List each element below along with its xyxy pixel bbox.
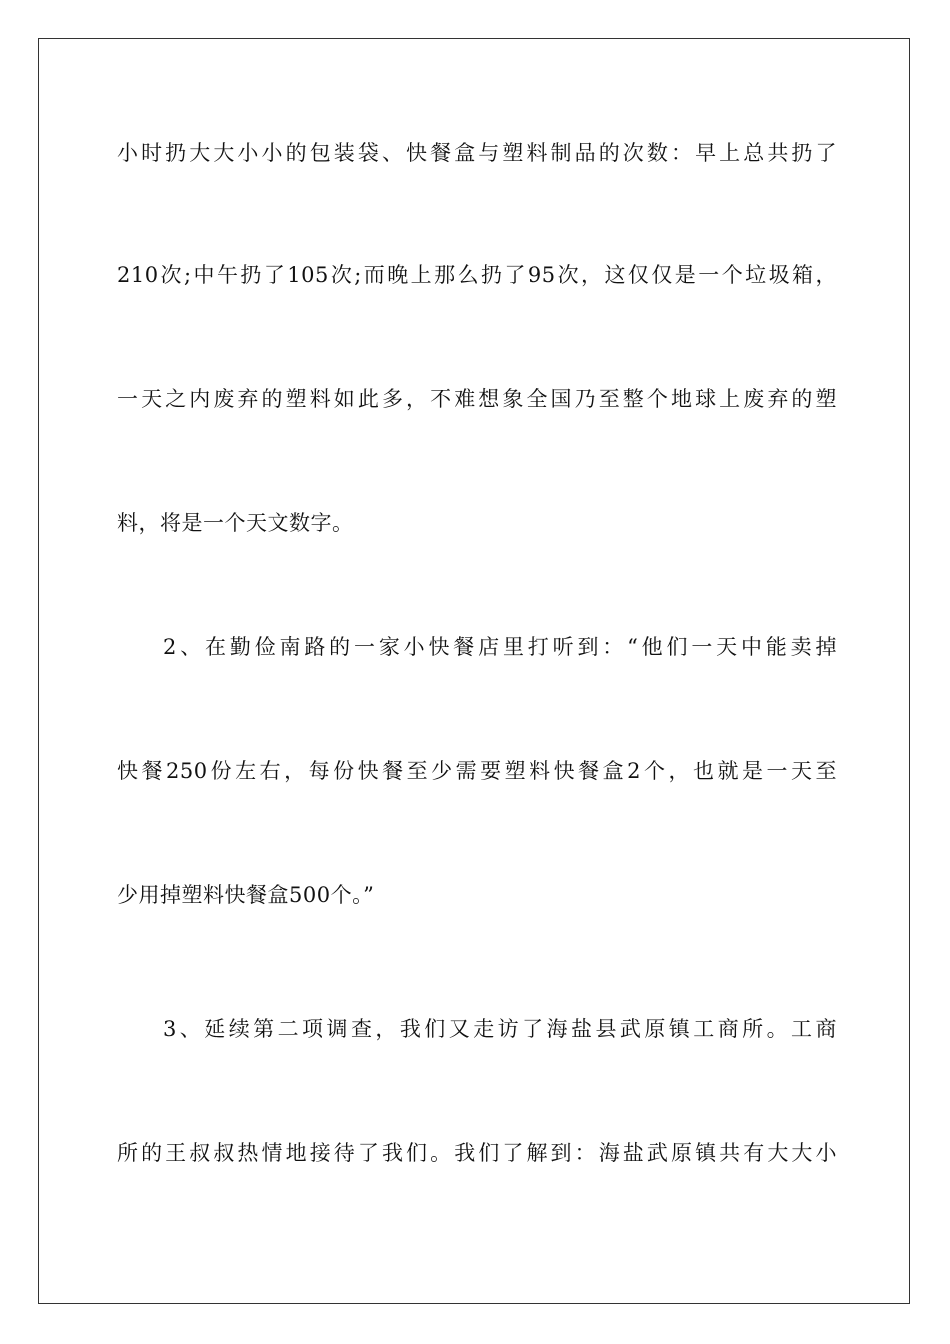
page-border bbox=[38, 38, 910, 1304]
text-line-2: 210次;中午扔了105次;而晚上那么扔了95次，这仅仅是一个垃圾箱， bbox=[117, 263, 837, 287]
text-line-9: 所的王叔叔热情地接待了我们。我们了解到：海盐武原镇共有大大小 bbox=[117, 1141, 837, 1165]
text-line-8: 3、延续第二项调查，我们又走访了海盐县武原镇工商所。工商 bbox=[163, 1017, 837, 1041]
text-line-7: 少用掉塑料快餐盒500个。” bbox=[117, 883, 375, 907]
text-line-4: 料，将是一个天文数字。 bbox=[117, 511, 354, 535]
text-line-5: 2、在勤俭南路的一家小快餐店里打听到：“他们一天中能卖掉 bbox=[163, 635, 837, 659]
text-line-6: 快餐250份左右，每份快餐至少需要塑料快餐盒2个，也就是一天至 bbox=[117, 759, 837, 783]
text-line-3: 一天之内废弃的塑料如此多，不难想象全国乃至整个地球上废弃的塑 bbox=[117, 387, 837, 411]
text-line-1: 小时扔大大小小的包装袋、快餐盒与塑料制品的次数：早上总共扔了 bbox=[117, 141, 837, 165]
